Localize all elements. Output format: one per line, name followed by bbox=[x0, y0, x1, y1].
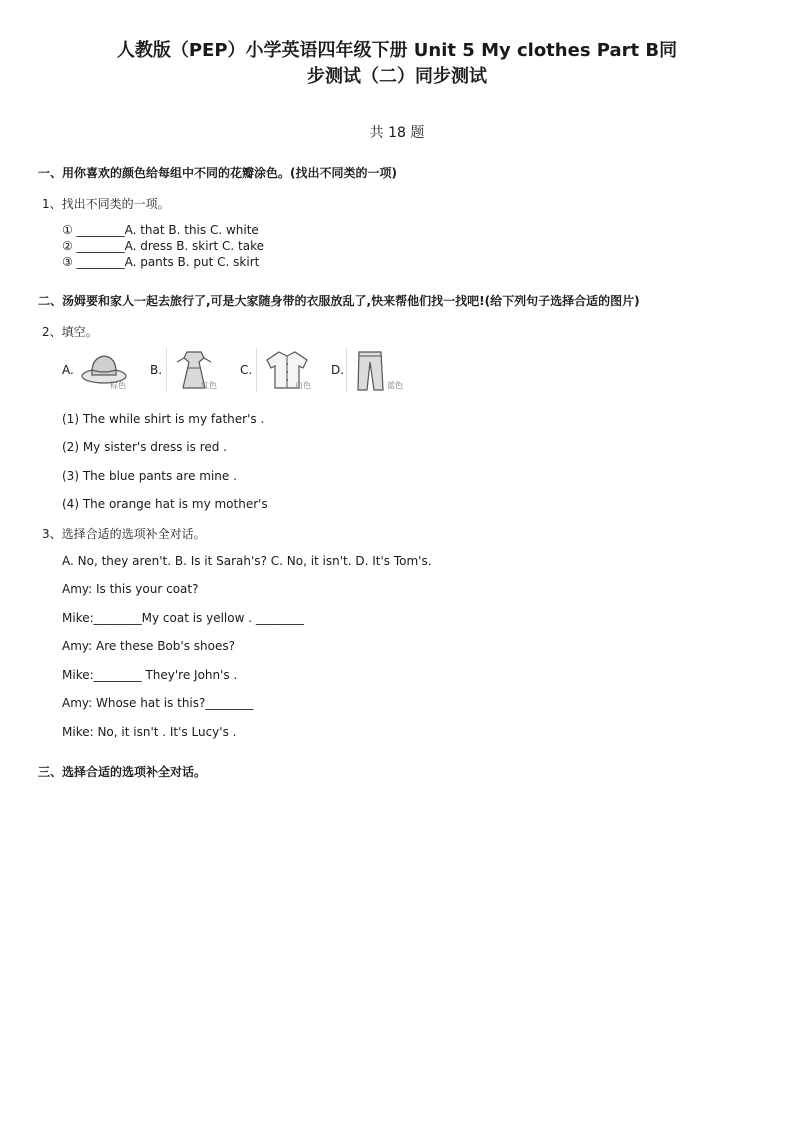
question-1-item-1: ① ________A. that B. this C. white bbox=[62, 223, 259, 237]
dialogue-line-4: Mike:________ They're John's . bbox=[62, 668, 238, 682]
picture-a-label: A. bbox=[62, 363, 74, 377]
question-2-sentence-3: (3) The blue pants are mine . bbox=[62, 469, 237, 483]
question-2-sentence-2: (2) My sister's dress is red . bbox=[62, 440, 227, 454]
picture-a-color: 棕色 bbox=[110, 381, 126, 390]
question-1-item-2: ② ________A. dress B. skirt C. take bbox=[62, 239, 265, 253]
picture-d-label: D. bbox=[331, 363, 345, 377]
picture-b-label: B. bbox=[150, 363, 163, 377]
section-3-heading: 三、选择合适的选项补全对话。 bbox=[38, 765, 207, 779]
dialogue-line-6: Mike: No, it isn't . It's Lucy's . bbox=[62, 725, 237, 739]
page-title-line-1: 人教版（PEP）小学英语四年级下册 Unit 5 My clothes Part B同 bbox=[116, 40, 678, 61]
picture-b-color: 红色 bbox=[201, 381, 217, 390]
dialogue-line-2: Mike:________My coat is yellow . ________ bbox=[62, 611, 304, 625]
question-2-sentence-1: (1) The while shirt is my father's . bbox=[62, 412, 265, 426]
pants-icon bbox=[346, 348, 407, 392]
dialogue-line-1: Amy: Is this your coat? bbox=[62, 582, 199, 596]
picture-c-label: C. bbox=[240, 363, 253, 377]
picture-d-color: 蓝色 bbox=[387, 381, 403, 390]
dialogue-line-3: Amy: Are these Bob's shoes? bbox=[62, 639, 235, 653]
page-title-line-2: 步测试（二）同步测试 bbox=[307, 66, 487, 87]
picture-c-color: 白色 bbox=[295, 381, 311, 390]
shirt-icon bbox=[256, 348, 317, 392]
hat-icon bbox=[78, 348, 132, 392]
question-3-prompt: 3、选择合适的选项补全对话。 bbox=[42, 527, 206, 541]
section-1-heading: 一、用你喜欢的颜色给每组中不同的花瓣涂色。(找出不同类的一项) bbox=[38, 166, 397, 180]
question-2-sentence-4: (4) The orange hat is my mother's bbox=[62, 497, 268, 511]
dress-icon bbox=[166, 348, 221, 392]
question-1-prompt: 1、找出不同类的一项。 bbox=[42, 197, 170, 211]
question-2-prompt: 2、填空。 bbox=[42, 325, 98, 339]
dialogue-line-5: Amy: Whose hat is this?________ bbox=[62, 696, 254, 710]
question-3-options: A. No, they aren't. B. Is it Sarah's? C. No, it isn't. D. It's Tom's. bbox=[62, 554, 432, 568]
section-2-heading: 二、汤姆要和家人一起去旅行了,可是大家随身带的衣服放乱了,快来帮他们找一找吧!(给下列句子选择合适的图片) bbox=[38, 294, 640, 308]
question-1-item-3: ③ ________A. pants B. put C. skirt bbox=[62, 255, 260, 269]
question-count: 共 18 题 bbox=[369, 125, 425, 141]
